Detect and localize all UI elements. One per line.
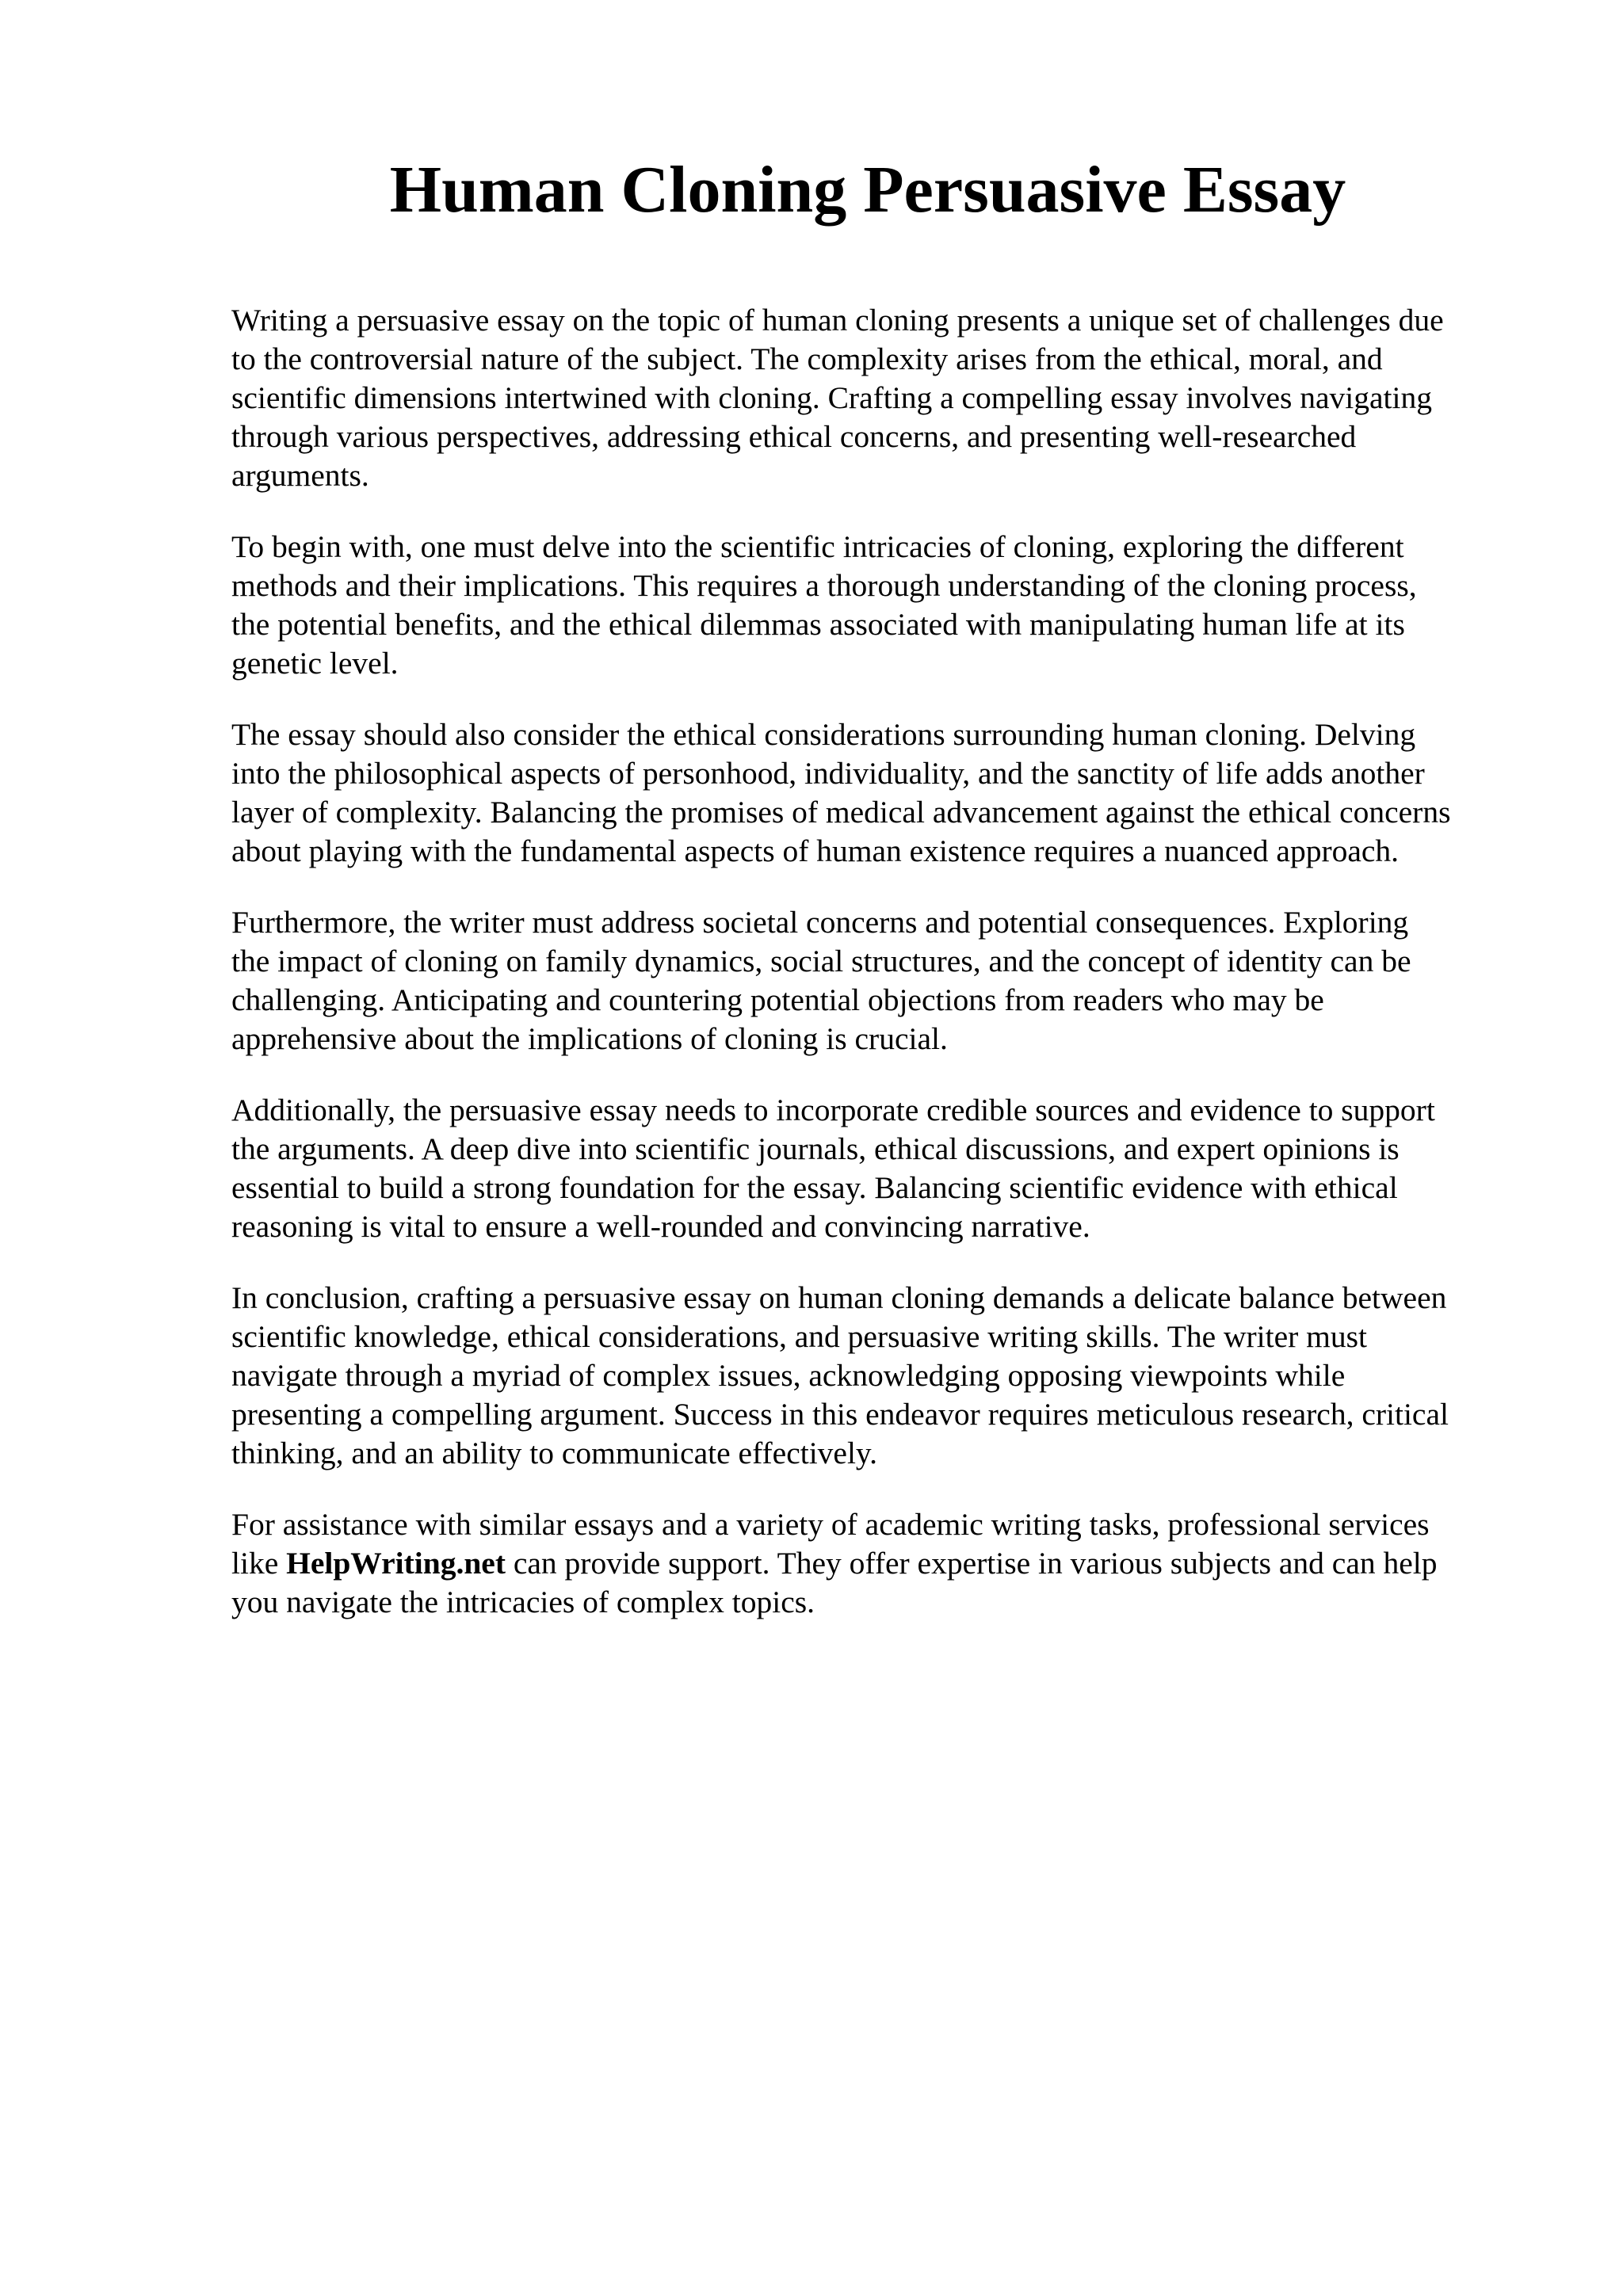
page-title: Human Cloning Persuasive Essay bbox=[389, 153, 1346, 227]
text-line-with-brand bbox=[231, 1544, 1531, 1583]
text-line: to the controversial nature of the subject. The complexity arises from the ethical, moral, and bbox=[231, 341, 1383, 376]
text-line: Furthermore, the writer must address societal concerns and potential consequences. Exploring bbox=[231, 905, 1409, 940]
text-line: you navigate the intricacies of complex topics. bbox=[231, 1585, 815, 1619]
text-line: essential to build a strong foundation for the essay. Balancing scientific evidence with ethical bbox=[231, 1170, 1398, 1205]
text-line: apprehensive about the implications of cloning is crucial. bbox=[231, 1021, 948, 1056]
paragraph-1 bbox=[231, 301, 1531, 495]
text-line: about playing with the fundamental aspects of human existence requires a nuanced approach. bbox=[231, 833, 1400, 868]
text-line: Writing a persuasive essay on the topic of human cloning presents a unique set of challenges due bbox=[231, 303, 1444, 338]
text-line: into the philosophical aspects of personhood, individuality, and the sanctity of life adds another bbox=[231, 756, 1425, 791]
paragraph-5 bbox=[231, 1091, 1531, 1246]
text-line: methods and their implications. This requires a thorough understanding of the cloning process, bbox=[231, 568, 1417, 603]
text-fragment: like bbox=[231, 1546, 287, 1581]
text-line: the arguments. A deep dive into scientific journals, ethical discussions, and expert opinions is bbox=[231, 1131, 1400, 1166]
text-line: For assistance with similar essays and a variety of academic writing tasks, professional services bbox=[231, 1507, 1430, 1542]
essay-body bbox=[231, 301, 1531, 1654]
closing-paragraph bbox=[231, 1505, 1531, 1622]
paragraph-4 bbox=[231, 903, 1531, 1058]
text-fragment: can provide support. They offer expertise in various subjects and can help bbox=[505, 1546, 1438, 1581]
paragraph-3 bbox=[231, 715, 1531, 871]
text-line: scientific dimensions intertwined with cloning. Crafting a compelling essay involves navigating bbox=[231, 380, 1432, 415]
paragraph-6 bbox=[231, 1279, 1531, 1473]
paragraph-2 bbox=[231, 528, 1531, 683]
text-line: the potential benefits, and the ethical dilemmas associated with manipulating human life at its bbox=[231, 607, 1405, 642]
text-line: reasoning is vital to ensure a well-rounded and convincing narrative. bbox=[231, 1209, 1090, 1244]
text-line: scientific knowledge, ethical considerations, and persuasive writing skills. The writer must bbox=[231, 1319, 1367, 1354]
text-line: arguments. bbox=[231, 458, 369, 493]
text-line: To begin with, one must delve into the scientific intricacies of cloning, exploring the different bbox=[231, 529, 1404, 564]
text-line: genetic level. bbox=[231, 646, 399, 681]
text-line: presenting a compelling argument. Success in this endeavor requires meticulous research, critical bbox=[231, 1397, 1449, 1432]
text-line: challenging. Anticipating and countering potential objections from readers who may be bbox=[231, 982, 1324, 1017]
text-line: the impact of cloning on family dynamics, social structures, and the concept of identity can be bbox=[231, 944, 1411, 978]
brand-name: HelpWriting.net bbox=[286, 1546, 506, 1581]
text-line: through various perspectives, addressing ethical concerns, and presenting well-researched bbox=[231, 419, 1357, 454]
text-line: navigate through a myriad of complex issues, acknowledging opposing viewpoints while bbox=[231, 1358, 1346, 1393]
text-line: layer of complexity. Balancing the promises of medical advancement against the ethical concerns bbox=[231, 795, 1451, 830]
text-line: In conclusion, crafting a persuasive essay on human cloning demands a delicate balance between bbox=[231, 1280, 1447, 1315]
text-line: The essay should also consider the ethical considerations surrounding human cloning. Delving bbox=[231, 717, 1416, 752]
text-line: thinking, and an ability to communicate effectively. bbox=[231, 1436, 877, 1470]
text-line: Additionally, the persuasive essay needs to incorporate credible sources and evidence to support bbox=[231, 1093, 1435, 1127]
